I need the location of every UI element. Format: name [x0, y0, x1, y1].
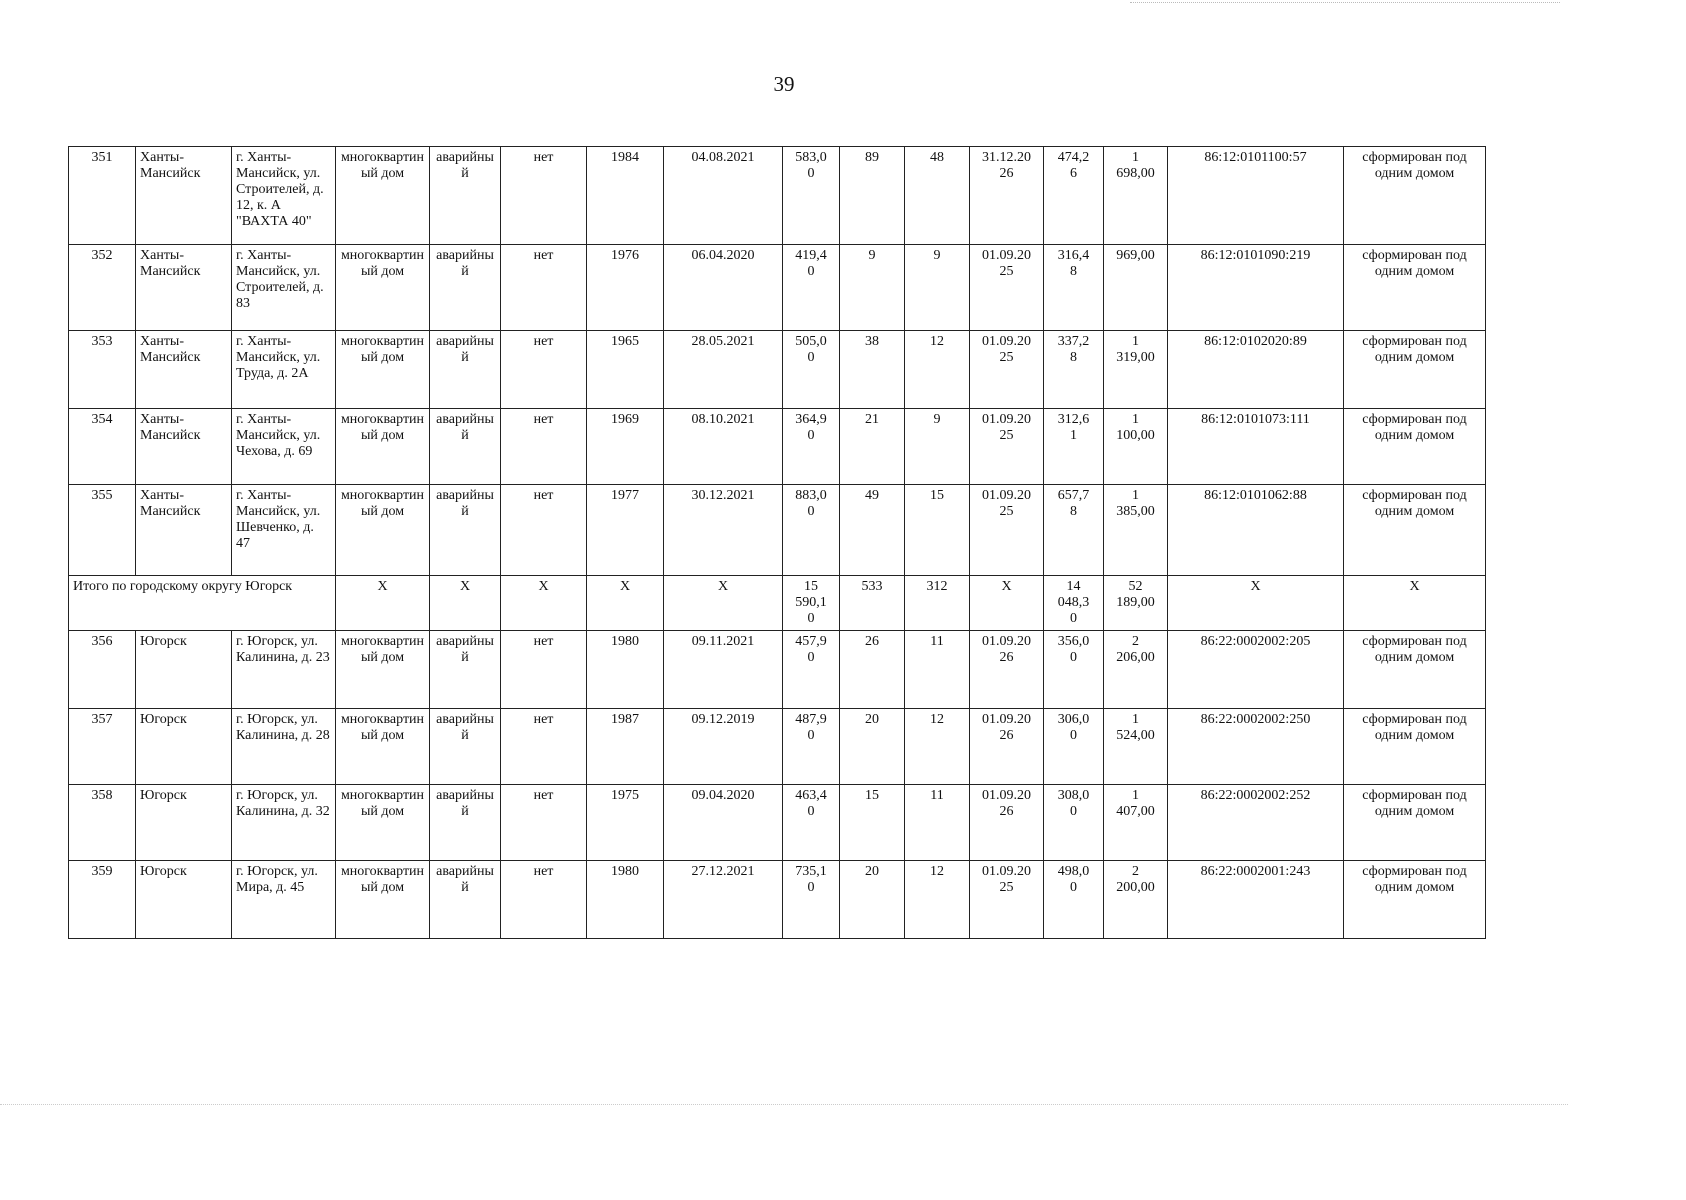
city-cell: Ханты-Мансийск — [136, 147, 232, 245]
flag-cell: нет — [501, 861, 587, 939]
total-status-cell: X — [1344, 576, 1486, 631]
build-year-cell: 1969 — [587, 409, 664, 485]
condition-cell: аварийный — [430, 631, 501, 709]
table-row — [69, 861, 1486, 939]
resettlement-deadline-cell: 01.09.20 25 — [970, 331, 1044, 409]
row-number-cell: 351 — [69, 147, 136, 245]
resettlement-deadline-cell: 01.09.20 25 — [970, 409, 1044, 485]
area-cell: 505,0 0 — [783, 331, 840, 409]
families-cell: 12 — [905, 861, 970, 939]
cost-cell: 1 698,00 — [1104, 147, 1168, 245]
address-cell: г. Югорск, ул. Калинина, д. 32 — [232, 785, 336, 861]
cost-cell: 1 524,00 — [1104, 709, 1168, 785]
row-number-cell: 356 — [69, 631, 136, 709]
address-cell: г. Ханты-Мансийск, ул. Строителей, д. 12, к. А "ВАХТА 40" — [232, 147, 336, 245]
area-cell: 487,9 0 — [783, 709, 840, 785]
cost-cell: 969,00 — [1104, 245, 1168, 331]
scan-edge-top — [1130, 2, 1560, 5]
table-row — [69, 485, 1486, 576]
cost-cell: 1 385,00 — [1104, 485, 1168, 576]
building-type-cell: многоквартиный дом — [336, 709, 430, 785]
build-year-cell: 1984 — [587, 147, 664, 245]
families-cell: 9 — [905, 245, 970, 331]
cost-cell: 2 200,00 — [1104, 861, 1168, 939]
cadastral-number-cell: 86:12:0101062:88 — [1168, 485, 1344, 576]
row-number-cell: 355 — [69, 485, 136, 576]
table-body — [69, 147, 1486, 939]
building-type-cell: многоквартиный дом — [336, 245, 430, 331]
table-row — [69, 147, 1486, 245]
recognition-date-cell: 28.05.2021 — [664, 331, 783, 409]
status-cell: сформирован под одним домом — [1344, 147, 1486, 245]
build-year-cell: 1965 — [587, 331, 664, 409]
building-type-cell: многоквартиный дом — [336, 785, 430, 861]
residents-cell: 9 — [840, 245, 905, 331]
recognition-date-cell: 30.12.2021 — [664, 485, 783, 576]
address-cell: г. Ханты-Мансийск, ул. Труда, д. 2А — [232, 331, 336, 409]
resettlement-deadline-cell: 01.09.20 26 — [970, 631, 1044, 709]
status-cell: сформирован под одним домом — [1344, 245, 1486, 331]
city-cell: Ханты-Мансийск — [136, 331, 232, 409]
table-row — [69, 631, 1486, 709]
resettlement-deadline-cell: 01.09.20 26 — [970, 709, 1044, 785]
flag-cell: нет — [501, 485, 587, 576]
table-row — [69, 331, 1486, 409]
status-cell: сформирован под одним домом — [1344, 485, 1486, 576]
cadastral-number-cell: 86:22:0002002:252 — [1168, 785, 1344, 861]
total-label-cell: Итого по городскому округу Югорск — [69, 576, 336, 631]
status-cell: сформирован под одним домом — [1344, 861, 1486, 939]
families-cell: 48 — [905, 147, 970, 245]
flag-cell: нет — [501, 409, 587, 485]
total-families-cell: 312 — [905, 576, 970, 631]
condition-cell: аварийный — [430, 485, 501, 576]
residents-cell: 89 — [840, 147, 905, 245]
address-cell: г. Югорск, ул. Мира, д. 45 — [232, 861, 336, 939]
cost-cell: 2 206,00 — [1104, 631, 1168, 709]
condition-cell: аварийный — [430, 245, 501, 331]
flag-cell: нет — [501, 785, 587, 861]
living-area-cell: 306,0 0 — [1044, 709, 1104, 785]
build-year-cell: 1975 — [587, 785, 664, 861]
table-row — [69, 409, 1486, 485]
living-area-cell: 474,2 6 — [1044, 147, 1104, 245]
city-cell: Ханты-Мансийск — [136, 485, 232, 576]
building-type-cell: многоквартиный дом — [336, 485, 430, 576]
living-area-cell: 308,0 0 — [1044, 785, 1104, 861]
cost-cell: 1 100,00 — [1104, 409, 1168, 485]
housing-register-table — [68, 146, 1486, 939]
total-cost-cell: 52 189,00 — [1104, 576, 1168, 631]
total-condition-cell: X — [430, 576, 501, 631]
total-flag-cell: X — [501, 576, 587, 631]
cadastral-number-cell: 86:22:0002002:205 — [1168, 631, 1344, 709]
build-year-cell: 1980 — [587, 861, 664, 939]
condition-cell: аварийный — [430, 785, 501, 861]
area-cell: 463,4 0 — [783, 785, 840, 861]
build-year-cell: 1980 — [587, 631, 664, 709]
resettlement-deadline-cell: 01.09.20 25 — [970, 245, 1044, 331]
resettlement-deadline-cell: 31.12.20 26 — [970, 147, 1044, 245]
row-number-cell: 352 — [69, 245, 136, 331]
row-number-cell: 354 — [69, 409, 136, 485]
city-cell: Югорск — [136, 861, 232, 939]
flag-cell: нет — [501, 709, 587, 785]
building-type-cell: многоквартиный дом — [336, 331, 430, 409]
families-cell: 11 — [905, 785, 970, 861]
city-cell: Ханты-Мансийск — [136, 409, 232, 485]
status-cell: сформирован под одним домом — [1344, 785, 1486, 861]
condition-cell: аварийный — [430, 709, 501, 785]
build-year-cell: 1987 — [587, 709, 664, 785]
resettlement-deadline-cell: 01.09.20 26 — [970, 785, 1044, 861]
recognition-date-cell: 09.12.2019 — [664, 709, 783, 785]
flag-cell: нет — [501, 245, 587, 331]
row-number-cell: 359 — [69, 861, 136, 939]
page-number: 39 — [773, 72, 795, 96]
recognition-date-cell: 27.12.2021 — [664, 861, 783, 939]
address-cell: г. Ханты-Мансийск, ул. Шевченко, д. 47 — [232, 485, 336, 576]
total-area-cell: 15 590,1 0 — [783, 576, 840, 631]
building-type-cell: многоквартиный дом — [336, 631, 430, 709]
total-living-area-cell: 14 048,3 0 — [1044, 576, 1104, 631]
resettlement-deadline-cell: 01.09.20 25 — [970, 861, 1044, 939]
building-type-cell: многоквартиный дом — [336, 409, 430, 485]
families-cell: 15 — [905, 485, 970, 576]
flag-cell: нет — [501, 147, 587, 245]
status-cell: сформирован под одним домом — [1344, 331, 1486, 409]
area-cell: 457,9 0 — [783, 631, 840, 709]
address-cell: г. Ханты-Мансийск, ул. Чехова, д. 69 — [232, 409, 336, 485]
row-number-cell: 357 — [69, 709, 136, 785]
address-cell: г. Югорск, ул. Калинина, д. 23 — [232, 631, 336, 709]
total-date-cell: X — [664, 576, 783, 631]
area-cell: 364,9 0 — [783, 409, 840, 485]
recognition-date-cell: 06.04.2020 — [664, 245, 783, 331]
recognition-date-cell: 04.08.2021 — [664, 147, 783, 245]
table-row — [69, 709, 1486, 785]
condition-cell: аварийный — [430, 861, 501, 939]
row-number-cell: 353 — [69, 331, 136, 409]
build-year-cell: 1977 — [587, 485, 664, 576]
living-area-cell: 316,4 8 — [1044, 245, 1104, 331]
status-cell: сформирован под одним домом — [1344, 709, 1486, 785]
recognition-date-cell: 09.11.2021 — [664, 631, 783, 709]
total-type-cell: X — [336, 576, 430, 631]
area-cell: 883,0 0 — [783, 485, 840, 576]
families-cell: 9 — [905, 409, 970, 485]
families-cell: 12 — [905, 709, 970, 785]
cadastral-number-cell: 86:22:0002002:250 — [1168, 709, 1344, 785]
living-area-cell: 356,0 0 — [1044, 631, 1104, 709]
city-cell: Югорск — [136, 709, 232, 785]
city-cell: Югорск — [136, 631, 232, 709]
living-area-cell: 337,2 8 — [1044, 331, 1104, 409]
residents-cell: 26 — [840, 631, 905, 709]
living-area-cell: 312,6 1 — [1044, 409, 1104, 485]
total-residents-cell: 533 — [840, 576, 905, 631]
status-cell: сформирован под одним домом — [1344, 631, 1486, 709]
total-deadline-cell: X — [970, 576, 1044, 631]
address-cell: г. Югорск, ул. Калинина, д. 28 — [232, 709, 336, 785]
living-area-cell: 657,7 8 — [1044, 485, 1104, 576]
families-cell: 11 — [905, 631, 970, 709]
residents-cell: 38 — [840, 331, 905, 409]
address-cell: г. Ханты-Мансийск, ул. Строителей, д. 83 — [232, 245, 336, 331]
condition-cell: аварийный — [430, 409, 501, 485]
recognition-date-cell: 08.10.2021 — [664, 409, 783, 485]
table-row — [69, 245, 1486, 331]
cadastral-number-cell: 86:22:0002001:243 — [1168, 861, 1344, 939]
residents-cell: 15 — [840, 785, 905, 861]
cadastral-number-cell: 86:12:0101100:57 — [1168, 147, 1344, 245]
residents-cell: 21 — [840, 409, 905, 485]
condition-cell: аварийный — [430, 147, 501, 245]
city-cell: Югорск — [136, 785, 232, 861]
residents-cell: 20 — [840, 861, 905, 939]
recognition-date-cell: 09.04.2020 — [664, 785, 783, 861]
table-row — [69, 785, 1486, 861]
cost-cell: 1 319,00 — [1104, 331, 1168, 409]
living-area-cell: 498,0 0 — [1044, 861, 1104, 939]
cadastral-number-cell: 86:12:0101073:111 — [1168, 409, 1344, 485]
cost-cell: 1 407,00 — [1104, 785, 1168, 861]
building-type-cell: многоквартиный дом — [336, 861, 430, 939]
families-cell: 12 — [905, 331, 970, 409]
flag-cell: нет — [501, 331, 587, 409]
residents-cell: 49 — [840, 485, 905, 576]
area-cell: 419,4 0 — [783, 245, 840, 331]
resettlement-deadline-cell: 01.09.20 25 — [970, 485, 1044, 576]
build-year-cell: 1976 — [587, 245, 664, 331]
area-cell: 735,1 0 — [783, 861, 840, 939]
cadastral-number-cell: 86:12:0101090:219 — [1168, 245, 1344, 331]
total-row — [69, 576, 1486, 631]
status-cell: сформирован под одним домом — [1344, 409, 1486, 485]
condition-cell: аварийный — [430, 331, 501, 409]
cadastral-number-cell: 86:12:0102020:89 — [1168, 331, 1344, 409]
area-cell: 583,0 0 — [783, 147, 840, 245]
residents-cell: 20 — [840, 709, 905, 785]
total-cadastral-cell: X — [1168, 576, 1344, 631]
building-type-cell: многоквартиный дом — [336, 147, 430, 245]
total-year-cell: X — [587, 576, 664, 631]
scan-edge-bottom — [0, 1104, 1568, 1108]
flag-cell: нет — [501, 631, 587, 709]
row-number-cell: 358 — [69, 785, 136, 861]
city-cell: Ханты-Мансийск — [136, 245, 232, 331]
